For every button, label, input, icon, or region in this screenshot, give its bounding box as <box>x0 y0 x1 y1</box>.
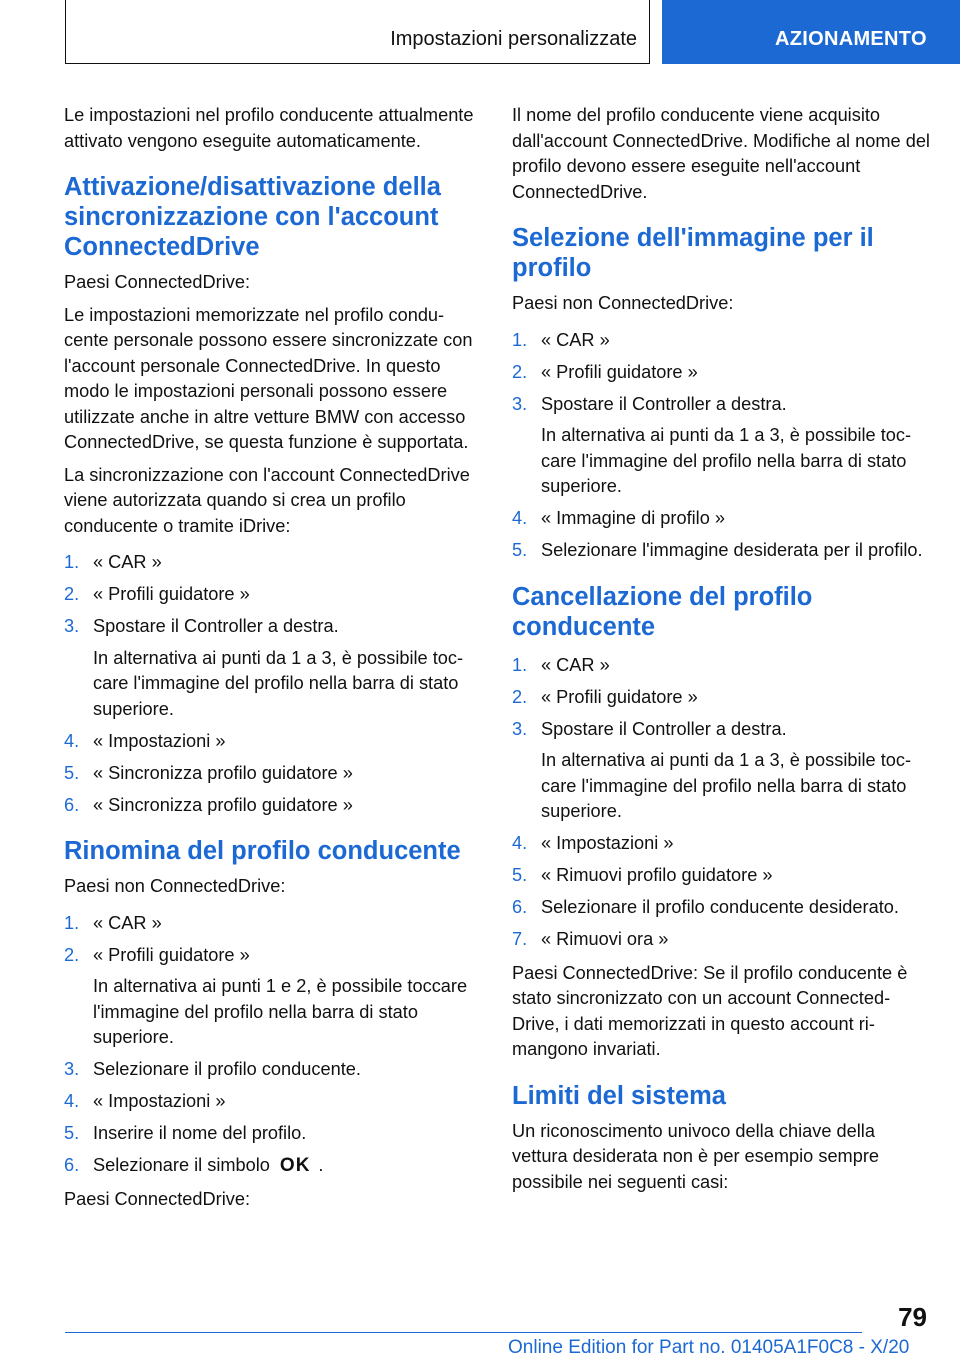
list-item: 1. « CAR » <box>512 654 610 675</box>
right-column <box>512 103 930 1202</box>
heading-profile-image: Selezione dell'immagine per il profilo <box>512 224 874 282</box>
list-item: 4. « Impostazioni » <box>64 1091 226 1111</box>
list-item: 4. « Impostazioni » <box>512 833 674 853</box>
list-item: 3. Spostare il Controller a destra. In alternativa ai punti da 1 a 3, è possibile toccare l'immagine del profilo nella barra di stato superiore. <box>512 718 912 821</box>
image-countries: Paesi non ConnectedDrive: <box>512 293 734 313</box>
sync-countries: Paesi ConnectedDrive: <box>64 272 251 292</box>
limits-paragraph: Un riconoscimento univoco della chiave della vettura desiderata non è per esempio sempre possibile nei seguenti casi: <box>512 1120 879 1192</box>
footer-edition: Online Edition for Part no. 01405A1F0C8 - X/20 <box>508 1337 910 1358</box>
list-item: 1. « CAR » <box>64 552 162 572</box>
image-steps <box>512 328 930 564</box>
list-item: 2. « Profili guidatore » <box>512 361 698 382</box>
list-item: 1. « CAR » <box>64 912 162 933</box>
list-item: 3. Spostare il Controller a destra. In alternativa ai punti da 1 a 3, è possibile toccare l'immagine del profilo nella barra di stato superiore. <box>512 393 912 496</box>
list-item: 5. « Rimuovi profilo guidatore » <box>512 865 773 885</box>
left-column <box>64 103 482 1219</box>
list-item: 6. « Sincronizza profilo guidatore » <box>64 794 353 815</box>
footer-divider <box>65 1332 862 1333</box>
list-item: 6. Selezionare il profilo conducente desiderato. <box>512 897 899 917</box>
heading-limits: Limiti del sistema <box>512 1081 726 1110</box>
header-chapter-tab <box>662 0 960 64</box>
list-item: 4. « Impostazioni » <box>64 730 226 751</box>
list-item: 2. « Profili guidatore » <box>512 686 698 707</box>
list-item: 7. « Rimuovi ora » <box>512 929 669 949</box>
heading-delete: Cancellazione del profilo conducente <box>512 582 813 641</box>
list-item: 1. « CAR » <box>512 329 610 350</box>
header-section-box <box>65 0 650 64</box>
header-section-title: Impostazioni personalizzate <box>390 28 637 50</box>
sync-steps <box>64 550 482 818</box>
delete-connected-note: Paesi ConnectedDrive: Se il profilo conducente è stato sincronizzato con un account ConnectedDrive, i dati memorizzati in questo account rimangono invariati. <box>512 962 908 1059</box>
sync-description: Le impostazioni memorizzate nel profilo conducente personale possono essere sincronizzate con l'account personale ConnectedDrive. In questo modo le impostazioni personali possono essere utilizzate anche in altre vetture BMW con accesso ConnectedDrive, se questa funzione è supportata. <box>64 304 473 452</box>
heading-rename: Rinomina del profilo conducente <box>64 837 461 865</box>
header-chapter-label: AZIONAMENTO <box>775 28 927 50</box>
delete-steps <box>512 653 930 953</box>
list-item: 2. « Profili guidatore » In alternativa ai punti 1 e 2, è possibile toccare l'immagine del profilo nella barra di stato superiore. <box>64 944 468 1047</box>
rename-steps <box>64 911 482 1179</box>
rename-connected-text: Il nome del profilo conducente viene acquisito dall'account ConnectedDrive. Modifiche al nome del profilo devono essere eseguite nell'account ConnectedDrive. <box>512 105 930 202</box>
list-item: 6. Selezionare il simbolo OK . <box>64 1153 482 1179</box>
list-item: 2. « Profili guidatore » <box>64 584 250 604</box>
list-item: 3. Spostare il Controller a destra. In alternativa ai punti da 1 a 3, è possibile toccare l'immagine del profilo nella barra di stato superiore. <box>64 616 464 719</box>
list-item: 5. Inserire il nome del profilo. <box>64 1123 307 1143</box>
list-item: 5. « Sincronizza profilo guidatore » <box>64 762 353 783</box>
list-item: 3. Selezionare il profilo conducente. <box>64 1059 361 1079</box>
page-number: 79 <box>898 1302 927 1332</box>
ok-icon: OK <box>279 1155 311 1176</box>
list-item: 5. Selezionare l'immagine desiderata per il profilo. <box>512 540 923 560</box>
sync-authorization: La sincronizzazione con l'account ConnectedDrive viene autorizzata quando si crea un profilo conducente o tramite iDrive: <box>64 464 470 536</box>
heading-sync: Attivazione/disattivazione della sincronizzazione con l'account ConnectedDrive <box>64 173 441 261</box>
intro-paragraph: Le impostazioni nel profilo conducente attualmente attivato vengono eseguite automaticamente. <box>64 105 474 151</box>
list-item: 4. « Immagine di profilo » <box>512 508 725 528</box>
rename-connected-countries: Paesi ConnectedDrive: <box>64 1188 251 1209</box>
rename-countries: Paesi non ConnectedDrive: <box>64 876 286 896</box>
